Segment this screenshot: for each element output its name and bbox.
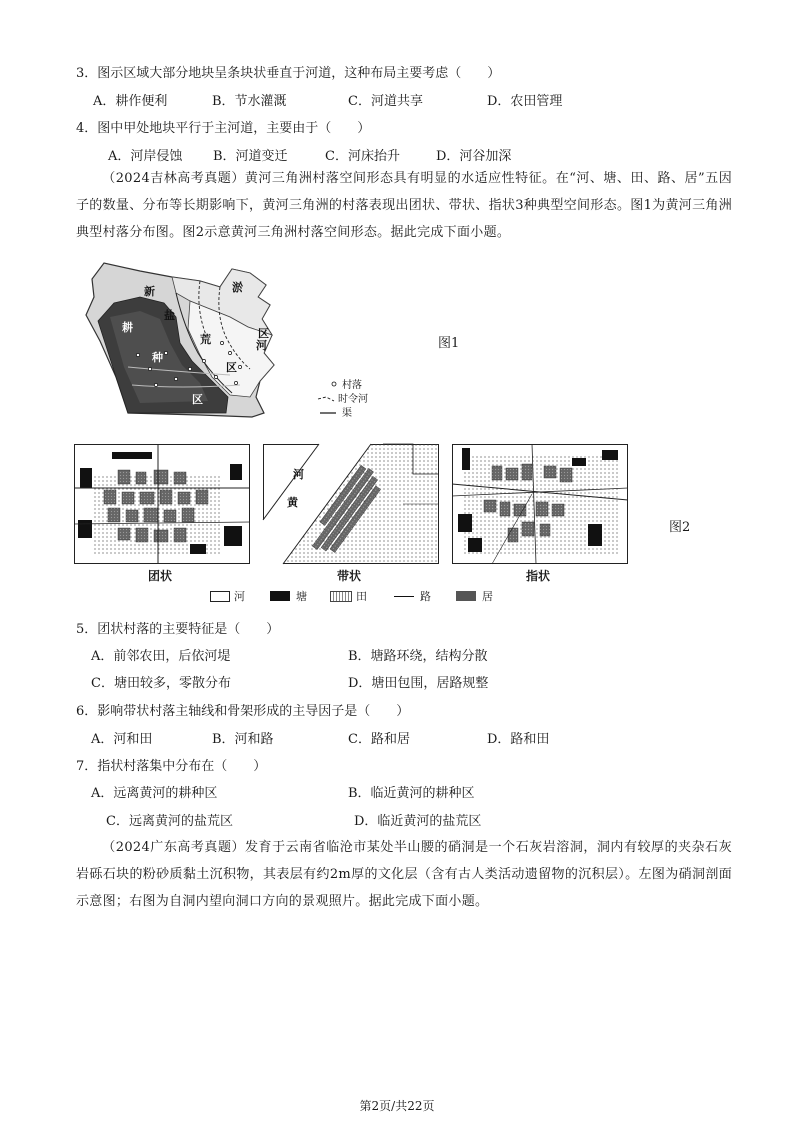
river-swatch-icon (210, 591, 230, 602)
residence-swatch-icon (456, 591, 476, 601)
q3-option-b: B．节水灌溉 (212, 94, 287, 109)
map-label-huang: 荒 (200, 333, 211, 346)
legend-residence: 居 (482, 590, 493, 603)
q7-option-d: D．临近黄河的盐荒区 (354, 814, 482, 829)
q5-option-c: C．塘田较多，零散分布 (91, 676, 231, 691)
legend-road: 路 (420, 590, 431, 603)
legend-pond: 塘 (296, 590, 307, 603)
q5-option-a: A．前邻农田，后依河堤 (91, 649, 231, 664)
field-swatch-icon (330, 591, 352, 602)
q3-option-c: C．河道共享 (348, 94, 423, 109)
q3-option-a: A．耕作便利 (93, 94, 168, 109)
passage-guangdong: （2024广东高考真题）发育于云南省临沧市某处半山腰的硝洞是一个石灰岩溶洞，洞内有较厚的夹杂石灰岩砾石块的粉砂质黏土沉积物，其表层有约2m厚的文化层（含有古人类活动遗留物的沉积层）。左图为硝洞剖面示意图；右图为自洞内望向洞口方向的景观照片。据此完成下面小题。 (76, 840, 732, 909)
legend-seasonal-river: 时令河 (338, 394, 368, 405)
figure-2-label-finger: 指状 (526, 569, 551, 583)
q6-option-c: C．路和居 (348, 732, 410, 747)
q4-option-b: B．河道变迁 (213, 149, 288, 164)
map-label-yu: 淤 (232, 281, 243, 294)
figure-2-legend (210, 588, 500, 604)
legend-village: 村落 (342, 380, 362, 391)
question-4-stem: 4．图中甲处地块平行于主河道，主要由于（ ） (76, 121, 371, 136)
map-label-he: 河 (256, 339, 267, 352)
pond-swatch-icon (270, 591, 290, 601)
page-footer: 第2页/共22页 (359, 1099, 435, 1113)
map-label-xin: 新 (144, 285, 155, 298)
strip-label-he: 河 (293, 468, 304, 481)
map-label-qu2: 区 (226, 361, 237, 374)
q6-option-d: D．路和田 (487, 732, 550, 747)
q4-option-c: C．河床抬升 (325, 149, 400, 164)
q7-option-c: C．远离黄河的盐荒区 (106, 814, 233, 829)
legend-canal: 渠 (342, 408, 352, 419)
q7-option-b: B．临近黄河的耕种区 (348, 786, 475, 801)
question-3-stem: 3．图示区域大部分地块呈条块状垂直于河道，这种布局主要考虑（ ） (76, 66, 501, 81)
figure-2-panel-clustered (74, 444, 250, 564)
q5-option-d: D．塘田包围，居路规整 (348, 676, 489, 691)
figure-2-caption: 图2 (669, 520, 691, 535)
passage-jilin: （2024吉林高考真题）黄河三角洲村落空间形态具有明显的水适应性特征。在“河、塘、田、路、居”五因子的数量、分布等长期影响下，黄河三角洲的村落表现出团状、带状、指状3种典型空间形态。图1为黄河三角洲典型村落分布图。图2示意黄河三角洲村落空间形态。据此完成下面小题。 (76, 171, 732, 240)
q4-option-d: D．河谷加深 (436, 149, 512, 164)
map-label-qu3: 区 (192, 393, 203, 406)
q4-option-a: A．河岸侵蚀 (108, 149, 183, 164)
map-label-zhong: 种 (152, 351, 163, 364)
q5-option-b: B．塘路环绕，结构分散 (348, 649, 488, 664)
dot-icon (332, 382, 336, 386)
figure-2-panel-strip (263, 444, 439, 564)
question-7-stem: 7．指状村落集中分布在（ ） (76, 759, 267, 774)
map-label-yan: 盐 (164, 309, 175, 322)
map-label-qu1: 区 (258, 327, 269, 340)
question-5-stem: 5．团状村落的主要特征是（ ） (76, 622, 280, 637)
figure-2-label-clustered: 团状 (148, 569, 173, 583)
map-label-geng: 耕 (122, 321, 133, 334)
q6-option-b: B．河和路 (212, 732, 274, 747)
q6-option-a: A．河和田 (91, 732, 153, 747)
road-line-icon (394, 596, 414, 597)
legend-field: 田 (356, 590, 367, 603)
figure-2-label-strip: 带状 (337, 569, 362, 583)
figure-1-caption: 图1 (438, 336, 460, 351)
q3-option-d: D．农田管理 (487, 94, 563, 109)
question-6-stem: 6．影响带状村落主轴线和骨架形成的主导因子是（ ） (76, 704, 410, 719)
seasonal-river-icon (318, 397, 334, 401)
q7-option-a: A．远离黄河的耕种区 (91, 786, 218, 801)
figure-2-panel-finger (452, 444, 628, 564)
strip-label-huang: 黄 (287, 496, 298, 509)
legend-river: 河 (234, 590, 245, 603)
figure-1-map (80, 257, 368, 425)
